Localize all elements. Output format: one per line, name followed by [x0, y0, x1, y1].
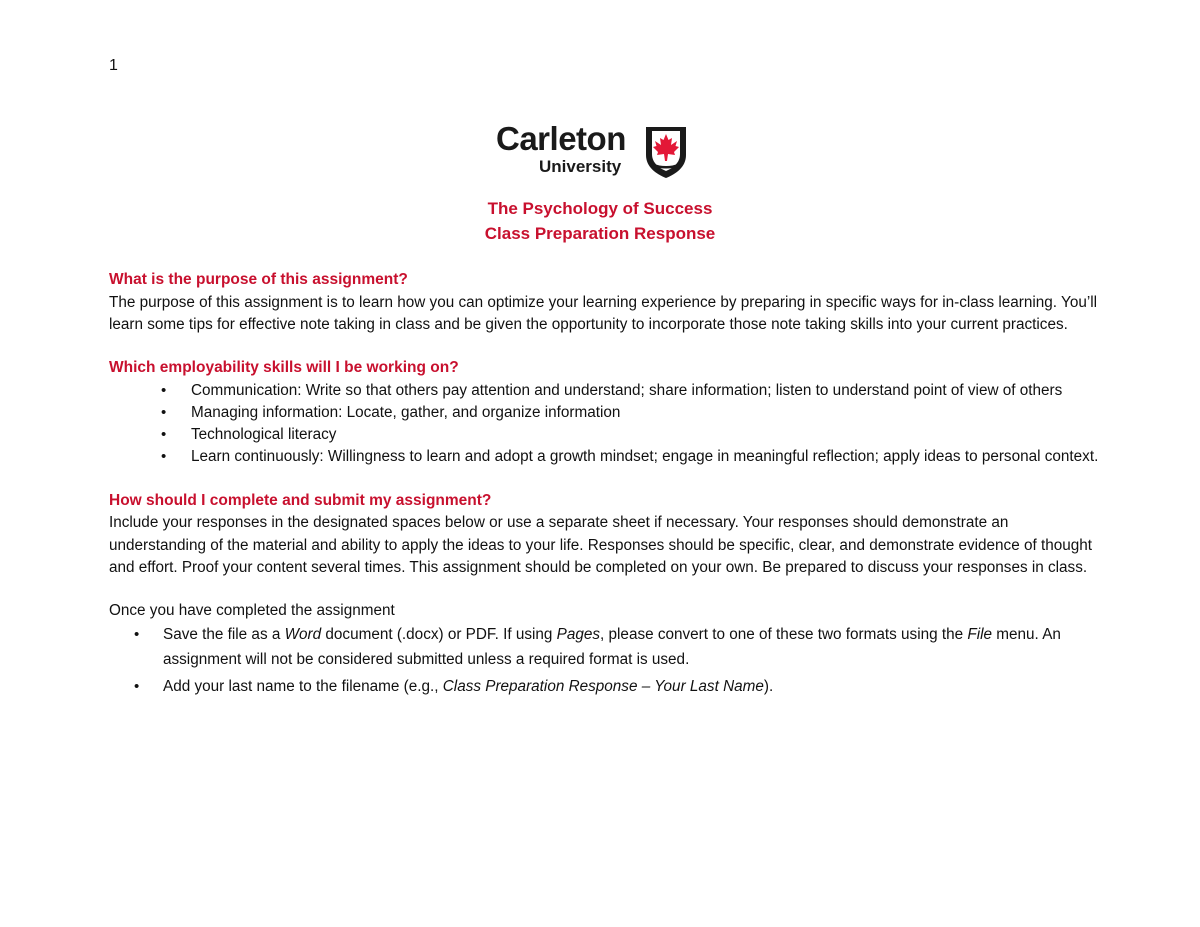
logo-wordmark-university: University: [539, 157, 622, 176]
skills-list: [109, 380, 1099, 469]
bullet-icon: •: [134, 626, 140, 644]
list-item: • Managing information: Locate, gather, and organize information: [109, 402, 1099, 424]
document-body: [109, 269, 1099, 701]
bullet-icon: •: [161, 448, 167, 466]
bullet-icon: •: [134, 678, 140, 696]
list-item: • Learn continuously: Willingness to learn and adopt a growth mindset; engage in meaningful reflection; apply ideas to personal context.: [109, 446, 1099, 468]
carleton-university-logo: [494, 120, 694, 182]
list-item: • Add your last name to the filename (e.g., Class Preparation Response – Your Last Name).: [109, 674, 1099, 699]
document-title: The Psychology of Success: [487, 199, 713, 218]
submit-list: [109, 622, 1099, 699]
skills-heading: Which employability skills will I be working on?: [109, 359, 459, 377]
list-item: • Save the file as a Word document (.docx) or PDF. If using Pages, please convert to one of these two formats using the File menu. An assignment will not be considered submitted unless a required format is used.: [109, 622, 1099, 672]
bullet-icon: •: [161, 426, 167, 444]
bullet-icon: •: [161, 403, 167, 421]
logo-wordmark-carleton: Carleton: [496, 120, 626, 157]
page-number: 1: [109, 57, 118, 74]
purpose-paragraph: The purpose of this assignment is to learn how you can optimize your learning experience by preparing in specific ways for in-class learning. You’ll learn some tips for effective note taking in class and be given the opportunity to incorporate those note taking skills into your current practices.: [109, 293, 1098, 333]
bullet-icon: •: [161, 381, 167, 399]
submit-lead-in: Once you have completed the assignment: [109, 602, 395, 620]
submit-paragraph: Include your responses in the designated spaces below or use a separate sheet if necessary. Your responses should demonstrate an understanding of the material and ability to apply the ideas to your life. Responses should be specific, clear, and demonstrate evidence of thought and effort. Proof your content several times. This assignment should be completed on your own. Be prepared to discuss your responses in class.: [109, 514, 1093, 576]
list-item: • Technological literacy: [109, 424, 1099, 446]
list-item: • Communication: Write so that others pay attention and understand; share information; listen to understand point of view of others: [109, 380, 1099, 402]
purpose-heading: What is the purpose of this assignment?: [109, 271, 408, 288]
maple-leaf-shield-icon: [644, 125, 688, 179]
submit-heading: How should I complete and submit my assignment?: [109, 491, 492, 509]
document-subtitle: Class Preparation Response: [484, 224, 716, 243]
